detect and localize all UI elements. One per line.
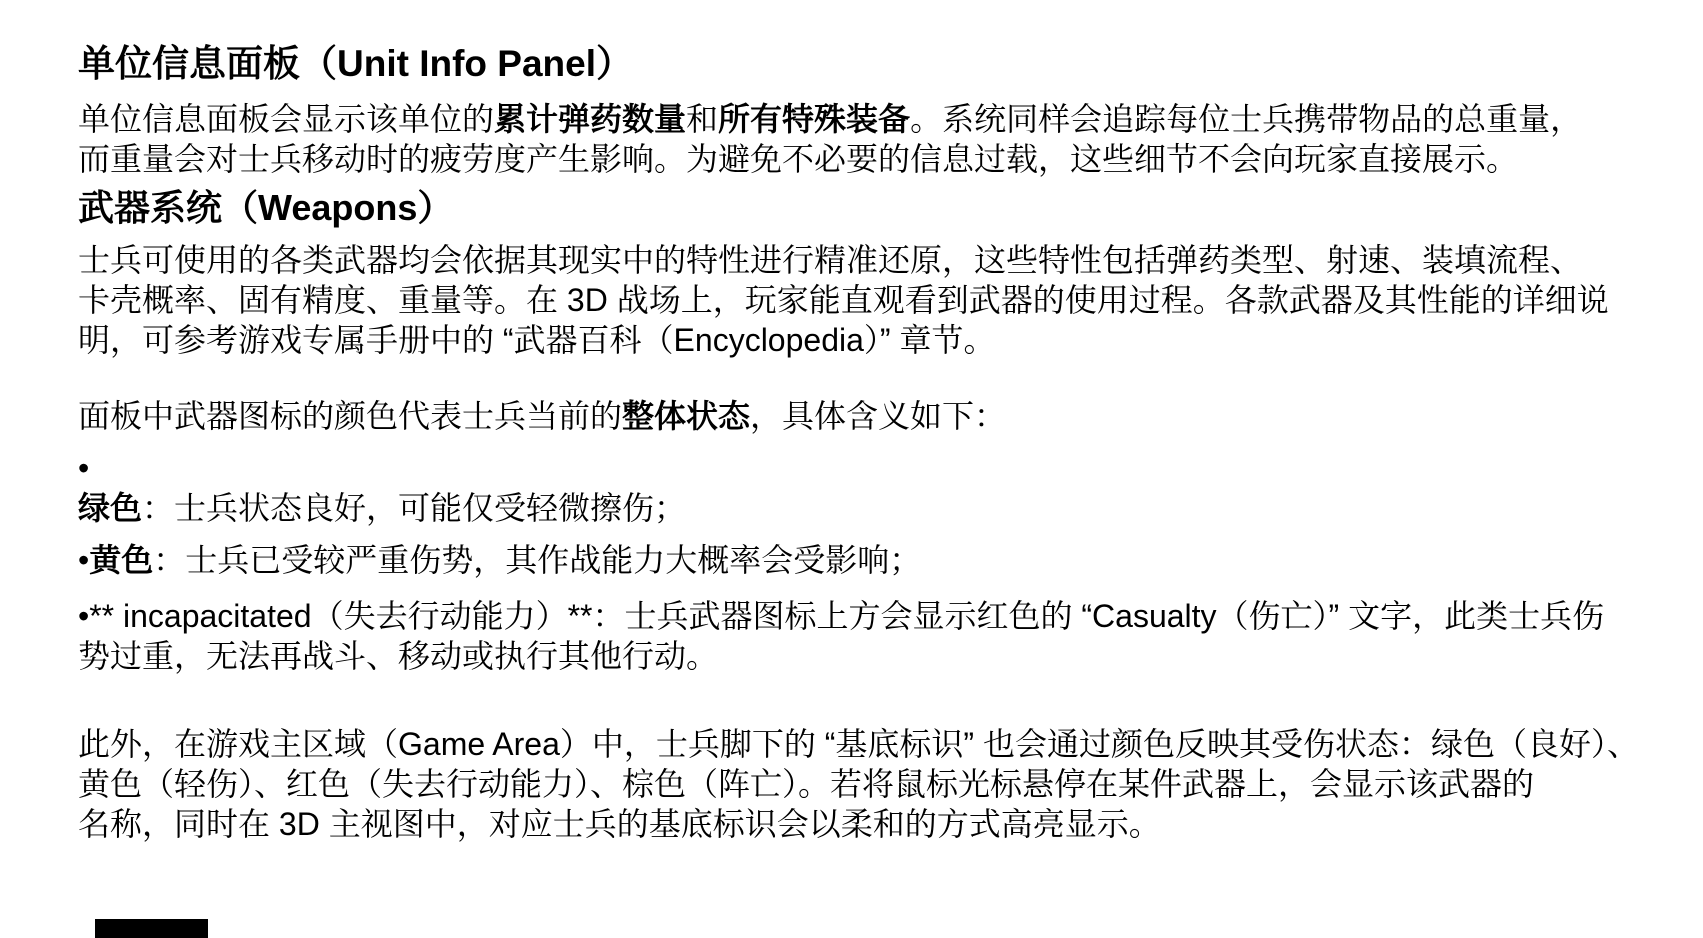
text-line bbox=[78, 804, 1673, 844]
text-line bbox=[78, 540, 1673, 580]
text-line bbox=[78, 139, 1673, 179]
para-weapons-overview bbox=[78, 240, 1673, 360]
text-line bbox=[78, 396, 1673, 436]
text-run: 明，可参考游戏专属手册中的 “武器百科（Encyclopedia）” 章节。 bbox=[78, 322, 996, 358]
para-icon-color-intro bbox=[78, 396, 1673, 436]
text-run: 势过重，无法再战斗、移动或执行其他行动。 bbox=[78, 638, 719, 674]
text-line bbox=[78, 42, 1673, 86]
text-line bbox=[78, 636, 1673, 676]
text-line bbox=[78, 280, 1673, 320]
bold-text-run: 绿色 bbox=[78, 490, 143, 526]
text-run: 而重量会对士兵移动时的疲劳度产生影响。为避免不必要的信息过载，这些细节不会向玩家直接展示。 bbox=[78, 141, 1519, 177]
text-run: 。系统同样会追踪每位士兵携带物品的总重量， bbox=[910, 101, 1583, 137]
text-run: 名称，同时在 3D 主视图中，对应士兵的基底标识会以柔和的方式高亮显示。 bbox=[78, 806, 1161, 842]
text-run: 黄色（轻伤）、红色（失去行动能力）、棕色（阵亡）。若将鼠标光标悬停在某件武器上，会显示该武器的 bbox=[78, 766, 1535, 802]
text-line bbox=[78, 724, 1673, 764]
text-run: 和 bbox=[686, 101, 719, 137]
text-line bbox=[78, 596, 1673, 636]
bullet-incapacitated bbox=[78, 596, 1673, 676]
text-run: 单位信息面板会显示该单位的 bbox=[78, 101, 495, 137]
para-unit-info bbox=[78, 99, 1673, 179]
partial-bottom-element bbox=[95, 919, 208, 938]
text-run: ：士兵状态良好，可能仅受轻微擦伤； bbox=[142, 490, 687, 526]
text-run: 此外，在游戏主区域（Game Area）中，士兵脚下的 “基底标识” 也会通过颜色反映其受伤状态：绿色（良好）、 bbox=[78, 726, 1639, 762]
text-line bbox=[78, 99, 1673, 139]
text-line bbox=[78, 448, 1673, 488]
bullet-green bbox=[78, 448, 1673, 528]
bold-text-run: 黄色 bbox=[89, 542, 154, 578]
bold-text-run: 所有特殊装备 bbox=[718, 101, 911, 137]
text-run: 武器系统（Weapons） bbox=[78, 187, 454, 228]
text-run: • bbox=[78, 542, 90, 578]
text-line bbox=[78, 186, 1673, 230]
text-line bbox=[78, 764, 1673, 804]
para-game-area bbox=[78, 724, 1673, 844]
bold-text-run: 累计弹药数量 bbox=[494, 101, 687, 137]
heading-unit-info-panel bbox=[78, 42, 1673, 86]
text-line bbox=[78, 240, 1673, 280]
text-run: • bbox=[78, 450, 90, 486]
bullet-yellow bbox=[78, 540, 1673, 580]
text-run: •** incapacitated（失去行动能力）**：士兵武器图标上方会显示红色的 “Casualty（伤亡）” 文字，此类士兵伤 bbox=[78, 598, 1605, 634]
text-run: 面板中武器图标的颜色代表士兵当前的 bbox=[78, 398, 623, 434]
text-line bbox=[78, 320, 1673, 360]
text-line bbox=[78, 488, 1673, 528]
text-run: 卡壳概率、固有精度、重量等。在 3D 战场上，玩家能直观看到武器的使用过程。各款武器及其性能的详细说 bbox=[78, 282, 1609, 318]
bold-text-run: 整体状态 bbox=[622, 398, 751, 434]
text-run: ，具体含义如下： bbox=[750, 398, 1007, 434]
heading-weapons bbox=[78, 186, 1673, 230]
text-run: ：士兵已受较严重伤势，其作战能力大概率会受影响； bbox=[153, 542, 922, 578]
text-run: 单位信息面板（Unit Info Panel） bbox=[78, 43, 633, 84]
document-body bbox=[78, 42, 1673, 844]
text-run: 士兵可使用的各类武器均会依据其现实中的特性进行精准还原，这些特性包括弹药类型、射速、装填流程、 bbox=[78, 242, 1583, 278]
